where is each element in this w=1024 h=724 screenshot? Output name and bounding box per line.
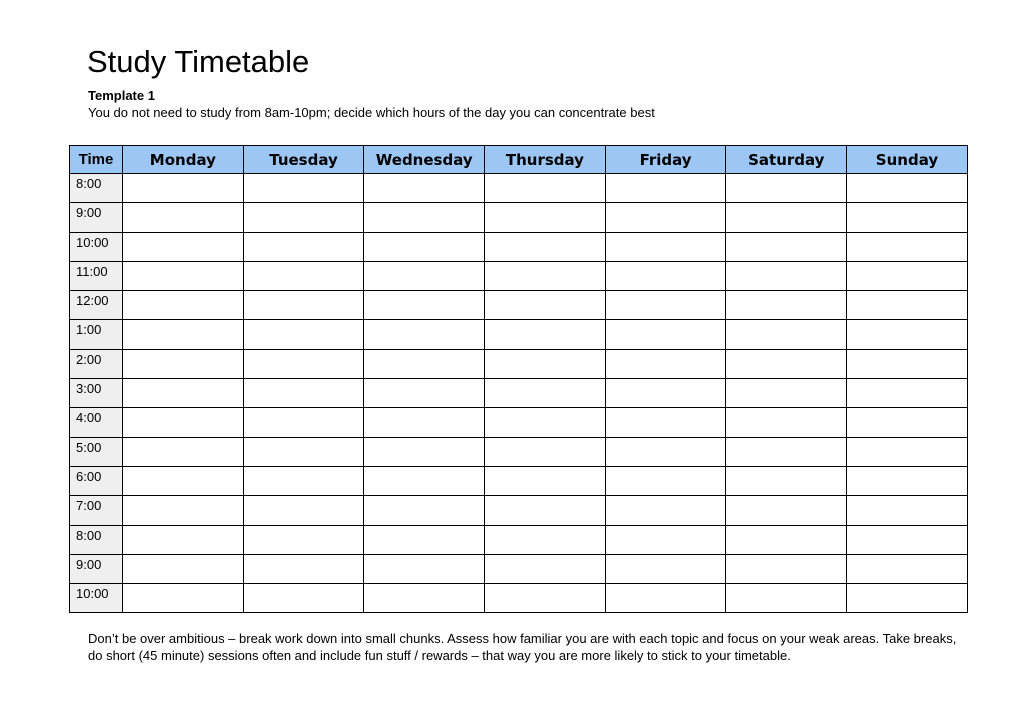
- schedule-cell[interactable]: [485, 437, 606, 466]
- schedule-cell[interactable]: [485, 291, 606, 320]
- schedule-cell[interactable]: [123, 584, 244, 613]
- schedule-cell[interactable]: [726, 174, 847, 203]
- schedule-cell[interactable]: [847, 174, 968, 203]
- schedule-cell[interactable]: [364, 261, 485, 290]
- schedule-cell[interactable]: [364, 291, 485, 320]
- schedule-cell[interactable]: [243, 554, 364, 583]
- table-row: [70, 379, 968, 408]
- schedule-cell[interactable]: [726, 203, 847, 232]
- time-slot-label: 8:00: [70, 525, 123, 554]
- schedule-cell[interactable]: [243, 408, 364, 437]
- schedule-cell[interactable]: [364, 525, 485, 554]
- time-slot-label: 7:00: [70, 496, 123, 525]
- time-slot-label: 2:00: [70, 349, 123, 378]
- schedule-cell[interactable]: [243, 291, 364, 320]
- schedule-cell[interactable]: [243, 203, 364, 232]
- table-row: [70, 525, 968, 554]
- schedule-cell[interactable]: [123, 261, 244, 290]
- page-title: Study Timetable: [87, 44, 310, 79]
- schedule-cell[interactable]: [243, 261, 364, 290]
- schedule-cell[interactable]: [726, 554, 847, 583]
- header-row: [70, 146, 968, 174]
- schedule-cell[interactable]: [364, 408, 485, 437]
- schedule-cell[interactable]: [485, 584, 606, 613]
- schedule-cell[interactable]: [605, 203, 726, 232]
- schedule-cell[interactable]: [243, 174, 364, 203]
- schedule-cell[interactable]: [243, 232, 364, 261]
- schedule-cell[interactable]: [847, 466, 968, 495]
- time-slot-label: 5:00: [70, 437, 123, 466]
- timetable-body: [70, 174, 968, 613]
- schedule-cell[interactable]: [726, 466, 847, 495]
- schedule-cell[interactable]: [364, 174, 485, 203]
- schedule-cell[interactable]: [123, 496, 244, 525]
- table-row: [70, 584, 968, 613]
- day-header-tuesday: Tuesday: [243, 146, 364, 174]
- schedule-cell[interactable]: [123, 174, 244, 203]
- table-row: [70, 174, 968, 203]
- instructions-text: You do not need to study from 8am-10pm; decide which hours of the day you can concentrate best: [88, 105, 655, 120]
- schedule-cell[interactable]: [243, 379, 364, 408]
- schedule-cell[interactable]: [123, 232, 244, 261]
- schedule-cell[interactable]: [123, 320, 244, 349]
- schedule-cell[interactable]: [847, 408, 968, 437]
- table-row: [70, 496, 968, 525]
- schedule-cell[interactable]: [847, 232, 968, 261]
- schedule-cell[interactable]: [726, 379, 847, 408]
- schedule-cell[interactable]: [364, 203, 485, 232]
- schedule-cell[interactable]: [726, 496, 847, 525]
- time-slot-label: 4:00: [70, 408, 123, 437]
- schedule-cell[interactable]: [485, 349, 606, 378]
- schedule-cell[interactable]: [364, 379, 485, 408]
- schedule-cell[interactable]: [243, 584, 364, 613]
- time-slot-label: 12:00: [70, 291, 123, 320]
- schedule-cell[interactable]: [485, 408, 606, 437]
- schedule-cell[interactable]: [364, 554, 485, 583]
- schedule-cell[interactable]: [726, 584, 847, 613]
- schedule-cell[interactable]: [485, 554, 606, 583]
- schedule-cell[interactable]: [605, 349, 726, 378]
- schedule-cell[interactable]: [485, 174, 606, 203]
- schedule-cell[interactable]: [243, 496, 364, 525]
- schedule-cell[interactable]: [243, 466, 364, 495]
- schedule-cell[interactable]: [605, 496, 726, 525]
- schedule-cell[interactable]: [847, 203, 968, 232]
- schedule-cell[interactable]: [123, 554, 244, 583]
- study-tips-note: Don’t be over ambitious – break work down into small chunks. Assess how familiar you are with each topic and focus on your weak areas. Take breaks, do short (45 minute) sessions often and include fun stuff / rewards – that way you are more likely to stick to your timetable.: [88, 631, 957, 663]
- time-slot-label: 10:00: [70, 232, 123, 261]
- schedule-cell[interactable]: [605, 437, 726, 466]
- schedule-cell[interactable]: [485, 466, 606, 495]
- schedule-cell[interactable]: [605, 379, 726, 408]
- schedule-cell[interactable]: [364, 232, 485, 261]
- template-label: Template 1: [88, 88, 155, 103]
- schedule-cell[interactable]: [726, 525, 847, 554]
- schedule-cell[interactable]: [485, 232, 606, 261]
- table-row: [70, 437, 968, 466]
- table-row: [70, 261, 968, 290]
- schedule-cell[interactable]: [605, 261, 726, 290]
- schedule-cell[interactable]: [605, 408, 726, 437]
- time-slot-label: 11:00: [70, 261, 123, 290]
- time-slot-label: 9:00: [70, 203, 123, 232]
- time-slot-label: 3:00: [70, 379, 123, 408]
- schedule-cell[interactable]: [605, 320, 726, 349]
- schedule-cell[interactable]: [485, 496, 606, 525]
- schedule-cell[interactable]: [485, 379, 606, 408]
- schedule-cell[interactable]: [364, 584, 485, 613]
- time-slot-label: 8:00: [70, 174, 123, 203]
- schedule-cell[interactable]: [485, 203, 606, 232]
- schedule-cell[interactable]: [847, 261, 968, 290]
- schedule-cell[interactable]: [726, 261, 847, 290]
- schedule-cell[interactable]: [364, 349, 485, 378]
- schedule-cell[interactable]: [847, 437, 968, 466]
- table-row: [70, 349, 968, 378]
- schedule-cell[interactable]: [123, 379, 244, 408]
- schedule-cell[interactable]: [123, 525, 244, 554]
- schedule-cell[interactable]: [847, 349, 968, 378]
- schedule-cell[interactable]: [243, 437, 364, 466]
- schedule-cell[interactable]: [847, 525, 968, 554]
- schedule-cell[interactable]: [123, 291, 244, 320]
- table-row: [70, 232, 968, 261]
- schedule-cell[interactable]: [364, 466, 485, 495]
- schedule-cell[interactable]: [364, 496, 485, 525]
- schedule-cell[interactable]: [364, 320, 485, 349]
- table-row: [70, 554, 968, 583]
- schedule-cell[interactable]: [847, 320, 968, 349]
- study-timetable: [69, 145, 968, 613]
- schedule-cell[interactable]: [726, 349, 847, 378]
- day-header-wednesday: Wednesday: [364, 146, 485, 174]
- time-slot-label: 1:00: [70, 320, 123, 349]
- time-slot-label: 9:00: [70, 554, 123, 583]
- schedule-cell[interactable]: [847, 554, 968, 583]
- schedule-cell[interactable]: [726, 232, 847, 261]
- schedule-cell[interactable]: [847, 291, 968, 320]
- schedule-cell[interactable]: [847, 584, 968, 613]
- schedule-cell[interactable]: [726, 320, 847, 349]
- schedule-cell[interactable]: [485, 261, 606, 290]
- schedule-cell[interactable]: [243, 525, 364, 554]
- schedule-cell[interactable]: [605, 584, 726, 613]
- schedule-cell[interactable]: [605, 174, 726, 203]
- schedule-cell[interactable]: [605, 525, 726, 554]
- schedule-cell[interactable]: [123, 437, 244, 466]
- schedule-cell[interactable]: [123, 349, 244, 378]
- table-row: [70, 320, 968, 349]
- schedule-cell[interactable]: [605, 232, 726, 261]
- schedule-cell[interactable]: [364, 437, 485, 466]
- schedule-cell[interactable]: [726, 437, 847, 466]
- table-row: [70, 408, 968, 437]
- schedule-cell[interactable]: [605, 554, 726, 583]
- schedule-cell[interactable]: [123, 466, 244, 495]
- time-slot-label: 10:00: [70, 584, 123, 613]
- table-row: [70, 203, 968, 232]
- schedule-cell[interactable]: [123, 408, 244, 437]
- schedule-cell[interactable]: [485, 320, 606, 349]
- time-slot-label: 6:00: [70, 466, 123, 495]
- schedule-cell[interactable]: [726, 291, 847, 320]
- schedule-cell[interactable]: [243, 320, 364, 349]
- day-header-friday: Friday: [605, 146, 726, 174]
- day-header-sunday: Sunday: [847, 146, 968, 174]
- schedule-cell[interactable]: [847, 496, 968, 525]
- time-column-header: Time: [70, 146, 123, 174]
- schedule-cell[interactable]: [123, 203, 244, 232]
- schedule-cell[interactable]: [485, 525, 606, 554]
- day-header-monday: Monday: [123, 146, 244, 174]
- schedule-cell[interactable]: [605, 466, 726, 495]
- table-row: [70, 291, 968, 320]
- schedule-cell[interactable]: [726, 408, 847, 437]
- table-row: [70, 466, 968, 495]
- schedule-cell[interactable]: [847, 379, 968, 408]
- day-header-thursday: Thursday: [485, 146, 606, 174]
- schedule-cell[interactable]: [605, 291, 726, 320]
- schedule-cell[interactable]: [243, 349, 364, 378]
- day-header-saturday: Saturday: [726, 146, 847, 174]
